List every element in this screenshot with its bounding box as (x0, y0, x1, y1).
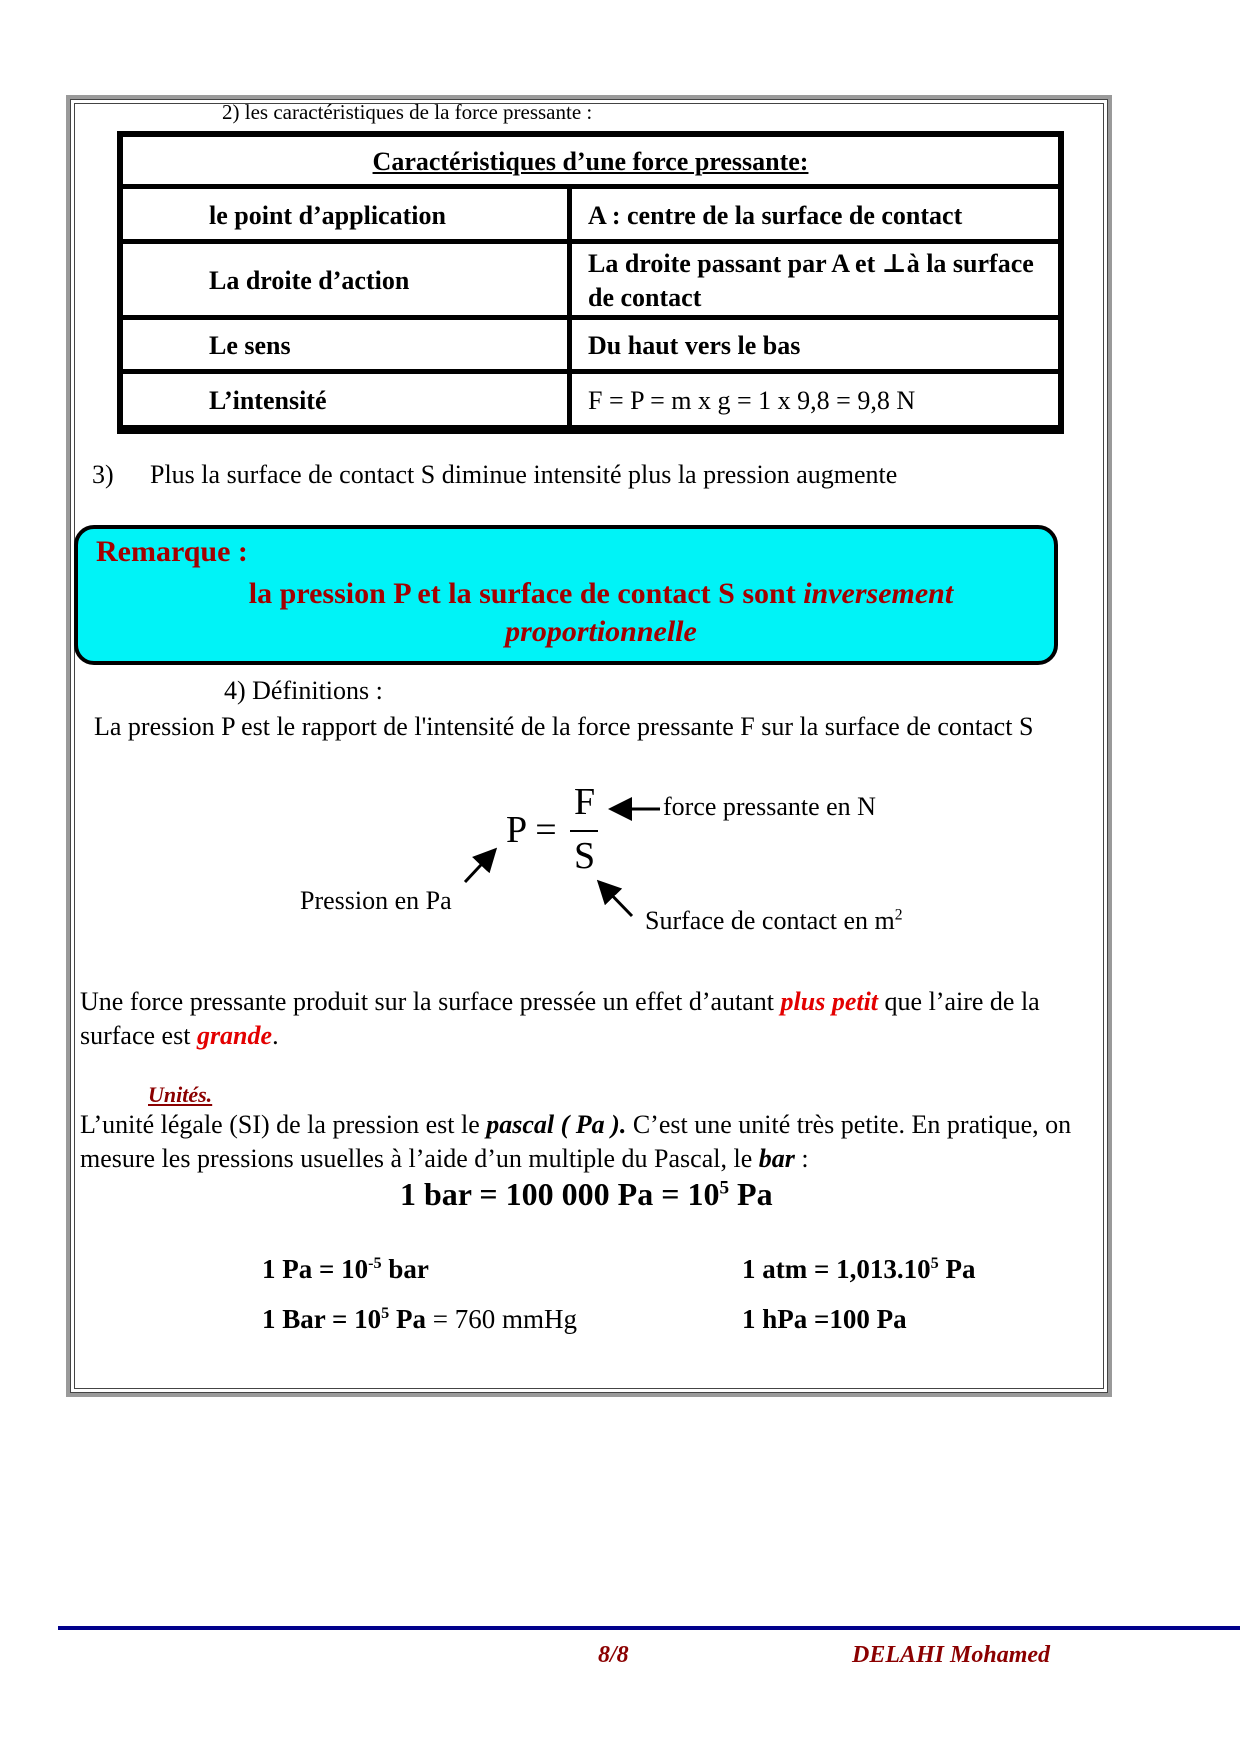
label-force: force pressante en N (663, 792, 876, 821)
row-value: Du haut vers le bas (568, 319, 1059, 373)
remark-text: la pression P et la surface de contact S sont inversement proportionnelle (248, 577, 954, 648)
row-label: le point d’application (122, 188, 568, 243)
equation-atm: 1 atm = $1,013.10^5$ Pa (742, 1254, 976, 1284)
formula-lhs: P = (506, 809, 557, 851)
row-label: L’intensité (122, 373, 568, 429)
row-value: F = P = m x g = 1 x 9,8 = 9,8 N (568, 373, 1059, 429)
row-value: A : centre de la surface de contact (568, 188, 1059, 243)
page-number: 8/8 (598, 1642, 629, 1668)
table-title: Caractéristiques d’une force pressante: (122, 136, 1059, 188)
footer-divider (58, 1626, 1240, 1630)
equation-pa-bar: 1 $Pa = 10^{-5}$ bar (262, 1254, 429, 1284)
definition-text: La pression P est le rapport de l'intensité de la force pressante F sur la surface de contact S (94, 712, 1034, 741)
units-heading: Unités. (148, 1082, 213, 1107)
equation-hpa: 1 hPa =100 Pa (742, 1304, 907, 1334)
units-text: L’unité légale (SI) de la pression est le pascal ( Pa ). C’est une unité très petite. En pratique, on mesure les pressions usuelles à l’aide d’un multiple du Pascal, le bar : (80, 1110, 1072, 1173)
section-3-text: Plus la surface de contact S diminue intensité plus la pression augmente (150, 460, 898, 489)
label-surface: Surface de contact en $m^2$ (645, 906, 903, 935)
main-equation: 1 bar = 100 000 $Pa = 10^5$ Pa (400, 1176, 773, 1212)
section-3-number: 3) (92, 460, 114, 489)
effect-text: Une force pressante produit sur la surface pressée un effet d’autant plus petit que l’aire de la surface est grande. (80, 987, 1040, 1050)
author-name: DELAHI Mohamed (852, 1642, 1051, 1668)
formula-numerator: F (574, 781, 596, 823)
highlight-plus-petit: plus petit (780, 987, 879, 1016)
section-2-heading: 2) les caractéristiques de la force pressante : (222, 100, 593, 124)
section-4-heading: 4) Définitions : (224, 676, 383, 705)
row-value: La droite passant par A et ⊥à la surface de contact (568, 243, 1059, 319)
equation-bar-mmhg: 1 Bar = $10^5$ Pa = 760 mmHg (262, 1304, 577, 1334)
formula-denominator: S (574, 835, 596, 877)
row-label: Le sens (122, 319, 568, 373)
label-pressure: Pression en Pa (300, 886, 452, 915)
highlight-grande: grande (196, 1021, 273, 1050)
remark-title: Remarque : (96, 535, 248, 568)
row-label: La droite d’action (122, 243, 568, 319)
